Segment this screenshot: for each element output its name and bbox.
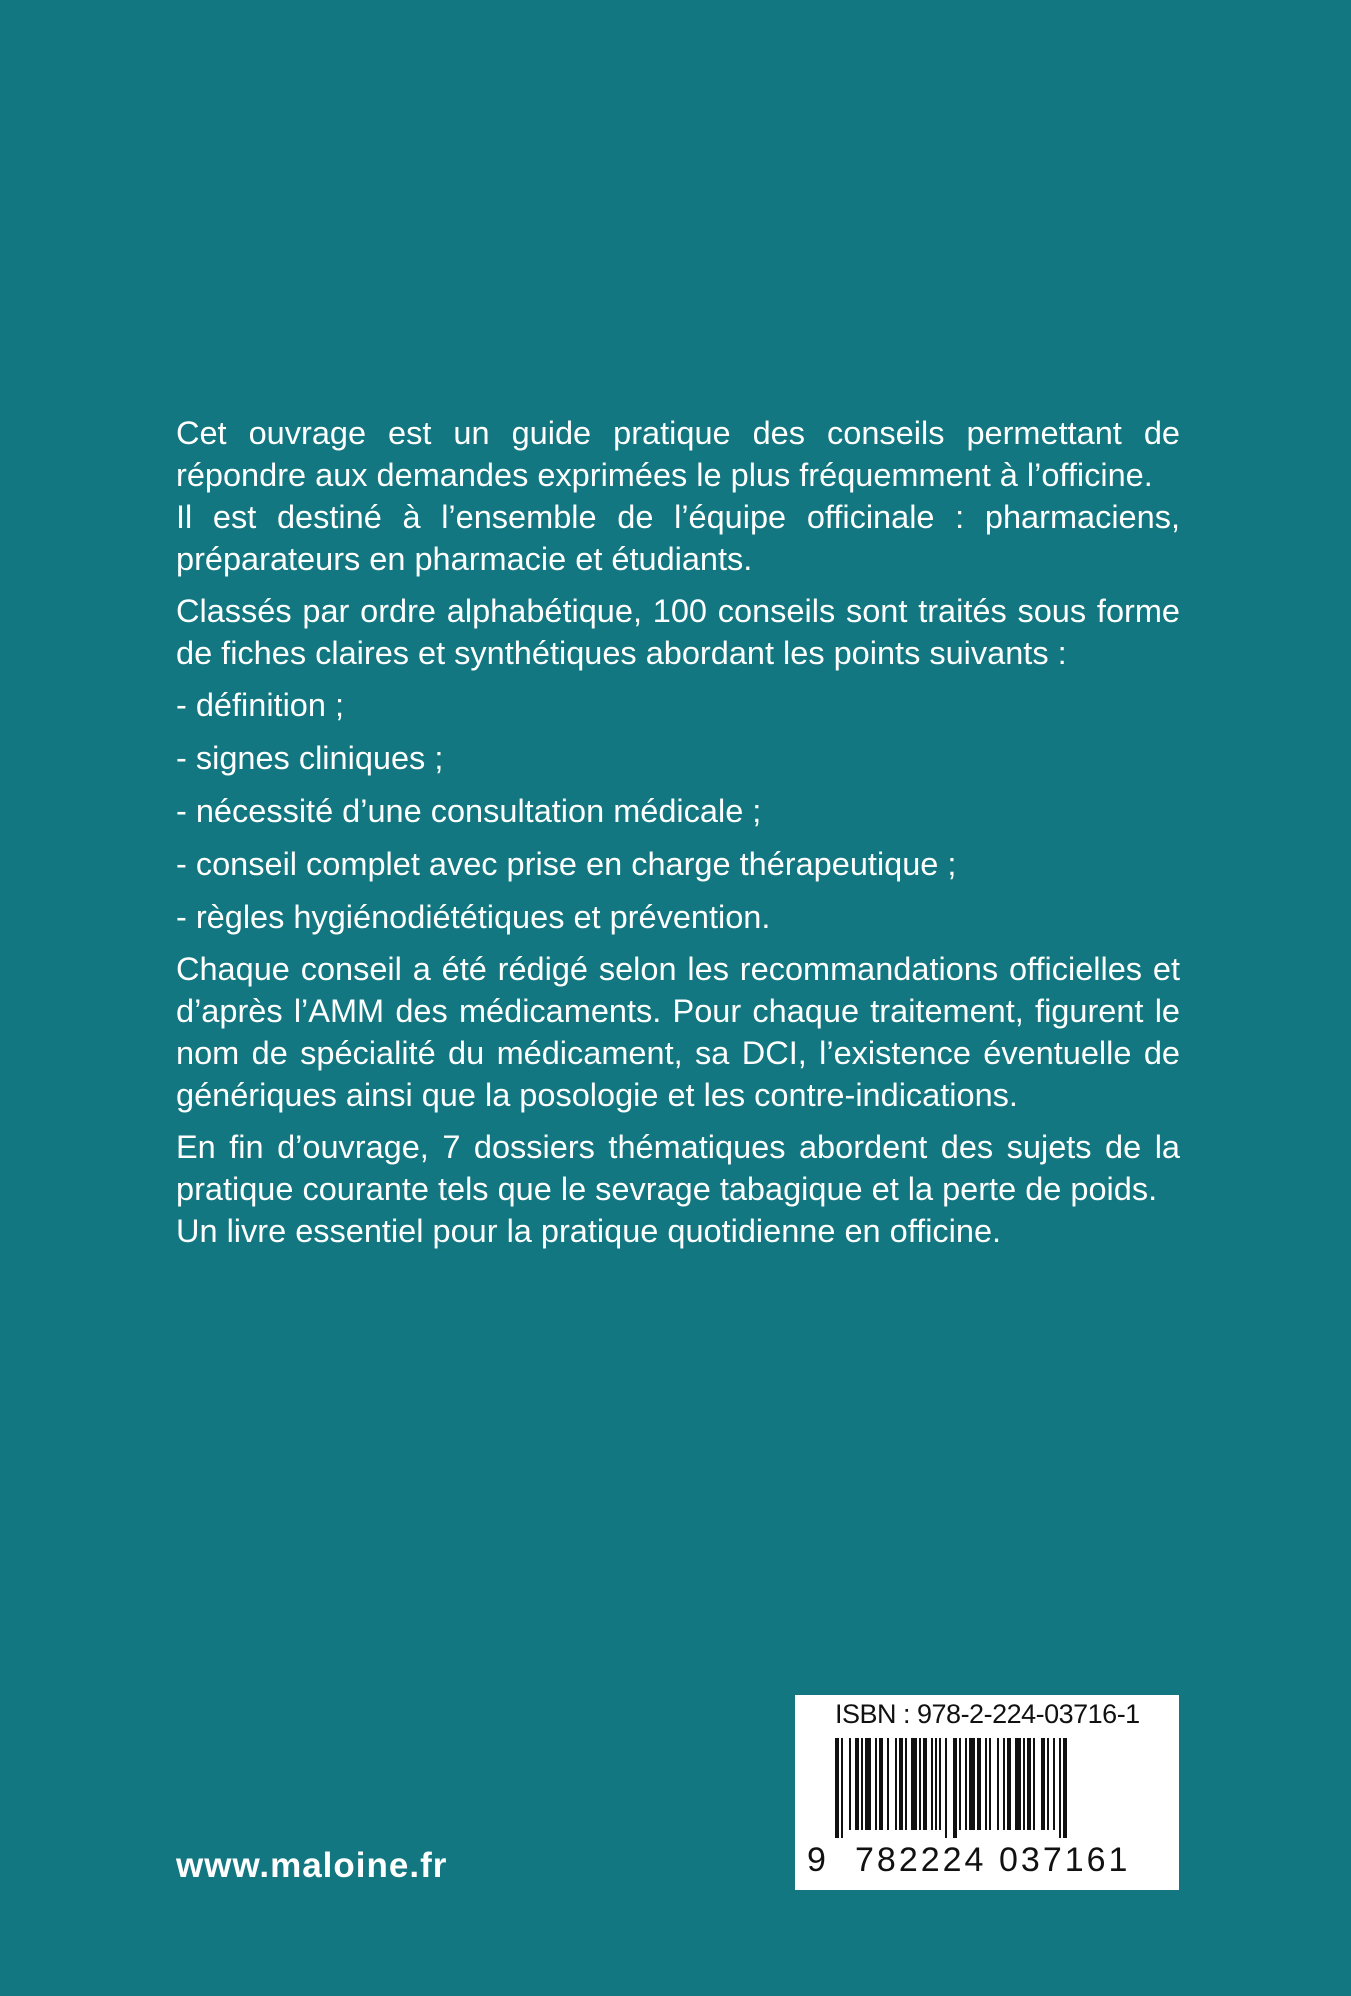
barcode-bar (1033, 1738, 1035, 1830)
barcode-digits-left: 782224 (855, 1841, 987, 1879)
isbn-barcode (795, 1695, 1179, 1890)
barcode-bar (945, 1738, 947, 1838)
blurb-paragraph-method: Chaque conseil a été rédigé selon les recommandations officielles et d’après l’AMM des médicaments. Pour chaque traitement, figurent le nom de spécialité du médicament, sa DCI, l’existence éventuelle de génériques ainsi que la posologie et les contre-indications. (176, 951, 1180, 1113)
barcode-bar (895, 1738, 897, 1830)
barcode-bar (835, 1738, 839, 1838)
barcode-bar (965, 1738, 967, 1830)
barcode-bar (1059, 1738, 1061, 1838)
barcode-bar (1053, 1738, 1055, 1830)
barcode-bar (1063, 1738, 1067, 1838)
barcode-bar (875, 1738, 877, 1830)
barcode-bar (899, 1738, 903, 1830)
barcode-bar (1023, 1738, 1025, 1830)
barcode-bar (959, 1738, 961, 1830)
barcode-bar (977, 1738, 981, 1830)
barcode-bar (919, 1738, 921, 1830)
barcode-bar (849, 1738, 851, 1830)
list-item: - définition ; (176, 687, 345, 723)
barcode-bar (935, 1738, 937, 1830)
barcode-bar (841, 1738, 843, 1838)
barcode-bar (887, 1738, 889, 1830)
list-item: - règles hygiénodiététiques et prévention. (176, 899, 771, 935)
blurb-paragraph-dossiers: En fin d’ouvrage, 7 dossiers thématiques abordent des sujets de la pratique courante tels que le sevrage tabagique et la perte de poids. (176, 1129, 1180, 1207)
barcode-bar (997, 1738, 999, 1830)
barcode-bar (989, 1738, 991, 1830)
cover-blurb (176, 412, 1180, 1252)
list-item: - signes cliniques ; (176, 740, 444, 776)
barcode-bar (865, 1738, 871, 1830)
barcode-bar (1003, 1738, 1005, 1830)
barcode-bar (969, 1738, 975, 1830)
barcode-bar (905, 1738, 907, 1830)
barcode-digit-lead: 9 (807, 1841, 826, 1879)
barcode-bar (923, 1738, 927, 1830)
blurb-paragraph-audience: Il est destiné à l’ensemble de l’équipe officinale : pharmaciens, préparateurs en pharmacie et étudiants. (176, 499, 1180, 577)
barcode-bar (953, 1738, 957, 1838)
barcode-bar (1015, 1738, 1021, 1830)
blurb-paragraph-intro: Cet ouvrage est un guide pratique des conseils permettant de répondre aux demandes exprimées le plus fréquemment à l’officine. (176, 415, 1180, 493)
barcode-bar (931, 1738, 933, 1830)
list-item: - conseil complet avec prise en charge thérapeutique ; (176, 846, 957, 882)
barcode-bar (879, 1738, 883, 1830)
blurb-paragraph-closing: Un livre essentiel pour la pratique quotidienne en officine. (176, 1213, 1002, 1249)
list-item: - nécessité d’une consultation médicale ; (176, 793, 762, 829)
barcode-bar (861, 1738, 863, 1830)
barcode-bar (939, 1738, 941, 1830)
barcode-bar (1007, 1738, 1011, 1830)
barcode-bars (835, 1738, 1145, 1838)
barcode-bar (1041, 1738, 1045, 1830)
blurb-points-list (176, 684, 1180, 938)
blurb-paragraph-structure: Classés par ordre alphabétique, 100 conseils sont traités sous forme de fiches claires et synthétiques abordant les points suivants : (176, 593, 1180, 671)
isbn-label: ISBN : 978-2-224-03716-1 (835, 1699, 1140, 1729)
barcode-digits-right: 037161 (999, 1841, 1131, 1879)
barcode-bar (911, 1738, 917, 1830)
barcode-bar (985, 1738, 987, 1830)
barcode-bar (855, 1738, 859, 1830)
publisher-url: www.maloine.fr (176, 1846, 448, 1885)
barcode-bar (1027, 1738, 1031, 1830)
barcode-bar (1047, 1738, 1049, 1830)
